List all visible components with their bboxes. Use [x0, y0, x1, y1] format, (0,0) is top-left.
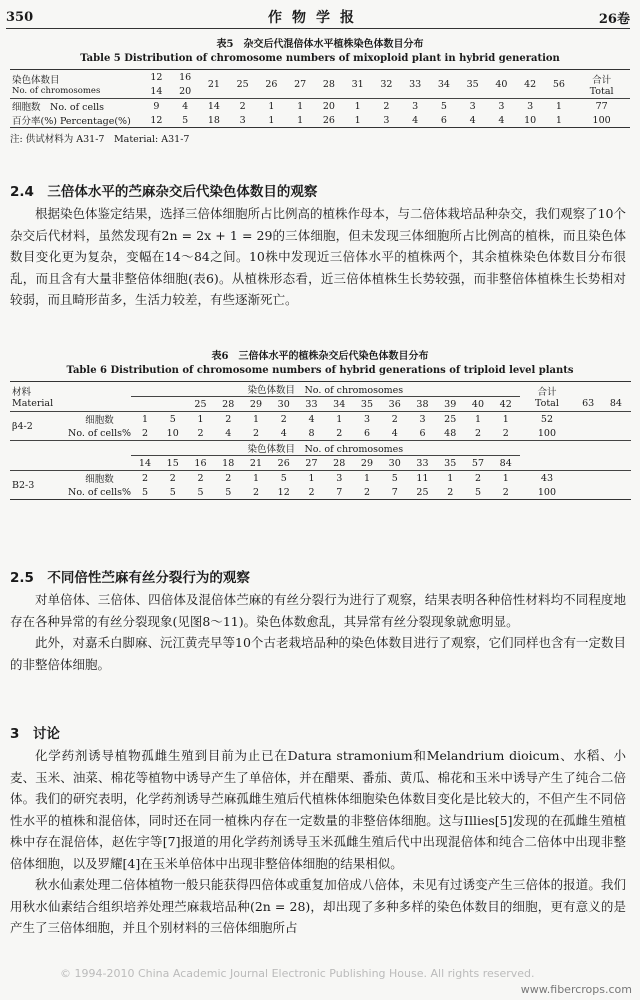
column-header: 34: [333, 398, 346, 410]
table-cell: 2: [141, 427, 148, 439]
table-cell: 6: [363, 427, 370, 439]
table-cell: 2: [252, 427, 259, 439]
column-header: 36: [388, 398, 401, 410]
copyright-watermark: © 1994-2010 China Academic Journal Electronic Publishing House. All rights reserved.: [60, 967, 535, 980]
table-cell: 2: [197, 427, 204, 439]
column-header: 63: [582, 398, 595, 410]
section-2-5-title: 2.5 不同倍性苎麻有丝分裂行为的观察: [10, 570, 250, 586]
column-header: 84: [609, 398, 622, 410]
table-cell: 1: [492, 412, 520, 427]
column-header: 25: [194, 398, 207, 410]
column-header: 35: [444, 457, 457, 469]
row-total: 52: [520, 412, 575, 427]
table-cell: 1: [242, 471, 270, 486]
table-5-note: 注: 供试材料为 A31-7 Material: A31-7: [10, 134, 190, 145]
column-header: 33: [416, 457, 429, 469]
table-cell: 2: [270, 412, 298, 427]
column-header: 30: [388, 457, 401, 469]
table-cell: 1: [325, 412, 353, 427]
table-5: [10, 38, 630, 145]
table-cell: 2: [502, 427, 509, 439]
row-total: 43: [520, 471, 575, 486]
table-cell: 2: [187, 471, 215, 486]
table-cell: 6: [419, 427, 426, 439]
table-cell: 10: [166, 427, 179, 439]
section-2-5-body: 对单倍体、三倍体、四倍体及混倍体苎麻的有丝分裂行为进行了观察，结果表明各种倍性材料均不同程度地存在各种异常的有丝分裂现象(见图8～11)。染色体数愈乱，其异常有丝分裂现象就愈明显。 此外，对嘉禾白脚麻、沅江黄壳早等10个古老栽培品种的染色体数目进行了观察，它们同样也含有一定数目的非整倍体细胞。: [10, 592, 626, 672]
table-header-row: [10, 456, 630, 471]
table-cell: 5: [225, 486, 232, 498]
table-cell: 2: [214, 471, 242, 486]
table-cell: 5: [474, 486, 481, 498]
table-cell: 7: [391, 486, 398, 498]
table-cell: 1: [187, 412, 215, 427]
table-cell: 2: [159, 471, 187, 486]
table-row: 细胞数 No. of cells 9 4 14 2 1 1 20 1 2 3 5 3 3 3 1 77: [10, 99, 630, 114]
page-header: [6, 6, 630, 29]
section-2-4-body: 根据染色体鉴定结果，选择三倍体细胞所占比例高的植株作母本，与二倍体栽培品种杂交，我们观察了10个杂交后代材料，虽然发现有2n = 2x + 1 = 29的三体细胞，但未发现三体细胞所占比例高的植株，而且染色体数目变化更为复杂，变幅在14～84之间。10株中发现近三倍体水平的植株两个，其余植株染色体数目分布很乱，而且含有大量非整倍体细胞(表6)。从植株形态看，近三倍体植株生长势较强，而非整倍体植株生长势相对较弱，而且畸形苗多，生活力较差，有些逐渐死亡。: [10, 206, 626, 307]
table-cell: 2: [252, 486, 259, 498]
table-6-caption-cn: 表6 三倍体水平的植株杂交后代染色体数目分布: [211, 351, 429, 362]
table-cell: 4: [298, 412, 326, 427]
table-cell: 5: [270, 471, 298, 486]
table-cell: 2: [308, 486, 315, 498]
table-cell: 5: [169, 486, 176, 498]
section-3-body: 化学药剂诱导植物孤雌生殖到目前为止已在Datura stramonium和Melandrium dioicum、水稻、小麦、玉米、油菜、棉花等植物中诱导产生了单倍体，并在醋栗、番茄、黄瓜、棉花和玉米中诱导产生了纯合二倍体。我们的研究表明，化学药剂诱导苎麻孤雌生殖后代植株体细胞染色体数目变化是比较大的，不但产生不同倍性水平的植株和混倍体，同时还在同一植株内存在一定数量的非整倍体细胞。这与Illies[5]发现的在孤雌生殖植株中存在混倍体，赵佐宇等[7]报道的用化学药剂诱导玉米孤雌生殖后代中出现混倍体和纯合二倍体中出现非整倍体细胞，以及罗耀[4]在玉米单倍体中出现非整倍体细胞的结果相似。 秋水仙素处理二倍体植物一般只能获得四倍体或重复加倍成八倍体，未见有过诱变产生三倍体的报道。我们用秋水仙素结合组织培养处理苎麻栽培品种(2n = 28)，却出现了多种多样的染色体数目的细胞，更有意义的是产生了三倍体细胞，并且个别材料的三倍体细胞所占: [10, 748, 626, 935]
table-cell: 1: [492, 471, 520, 486]
section-2-4-title: 2.4 三倍体水平的苎麻杂交后代染色体数目的观察: [10, 184, 318, 200]
column-header: 40: [471, 398, 485, 410]
row-total: 100: [537, 427, 557, 439]
table-cell: 2: [502, 486, 509, 498]
table-cell: 2: [214, 412, 242, 427]
row-label: No. of cells%: [68, 427, 132, 439]
table-6: [10, 350, 630, 500]
page-number: 350: [6, 9, 34, 25]
table-6-caption-en: Table 6 Distribution of chromosome numbers of hybrid generations of triploid level plants: [66, 365, 574, 376]
column-header: 42: [499, 398, 512, 410]
table-cell: 3: [325, 471, 353, 486]
table-row: [10, 426, 630, 441]
table-cell: 3: [409, 412, 437, 427]
table-cell: 5: [381, 471, 409, 486]
table-cell: 1: [436, 471, 464, 486]
table-cell: 1: [353, 471, 381, 486]
table-cell: 2: [336, 427, 343, 439]
table-cell: 1: [298, 471, 326, 486]
column-header: 33: [305, 398, 318, 410]
row-label: 细胞数: [68, 412, 131, 427]
column-header: 30: [277, 398, 290, 410]
table-cell: 11: [409, 471, 437, 486]
column-header: 28: [222, 398, 235, 410]
table-row: B2-3 细胞数 2 2 2 2 1 5 1 3 1 5 11 1 2 1 43: [10, 471, 630, 486]
site-watermark: www.fibercrops.com: [520, 983, 632, 996]
table-cell: 4: [225, 427, 232, 439]
row-total: 100: [537, 486, 557, 498]
section-3-title: 3 讨论: [10, 726, 60, 742]
column-header: 27: [305, 457, 318, 469]
column-header: 14: [138, 457, 152, 469]
column-header: 57: [471, 457, 485, 469]
table-5-grid: 染色体数目 No. of chromosomes 12 16 21 25 26 27 28 31 32 33 34 35 40 42 56 合计 Total 14 20 细胞数 No. of cells 9 4 14 2 1 1 20 1 2 3 5 3 3 3 1 77 百分率(%) Percentage(%) 12 5 18 3 1 1 26 1 3 4 6 4 4 10 1 100: [10, 69, 630, 128]
table-cell: 7: [336, 486, 343, 498]
column-header: 29: [360, 457, 374, 469]
table-cell: 2: [464, 471, 492, 486]
column-header: 84: [499, 457, 512, 469]
row-label: No. of cells%: [68, 486, 132, 498]
table-row: 百分率(%) Percentage(%) 12 5 18 3 1 1 26 1 3 4 6 4 4 10 1 100: [12, 114, 611, 127]
table-cell: 3: [353, 412, 381, 427]
table-cell: 1: [464, 412, 492, 427]
table-cell: 25: [416, 486, 429, 498]
column-header: 18: [222, 457, 235, 469]
table-row: β4-2 细胞数 1 5 1 2 1 2 4 1 3 2 3 25 1 1 52: [10, 412, 630, 427]
table-cell: 12: [277, 486, 290, 498]
table-cell: 2: [131, 471, 159, 486]
table-cell: 1: [131, 412, 159, 427]
table-row: [10, 485, 630, 500]
column-header: 26: [277, 457, 290, 469]
table-cell: 8: [308, 427, 315, 439]
column-header: 15: [166, 457, 179, 469]
table-cell: 2: [363, 486, 370, 498]
table-cell: 5: [197, 486, 204, 498]
table-cell: 2: [447, 486, 454, 498]
table-5-caption-en: Table 5 Distribution of chromosome numbers of mixoploid plant in hybrid generation: [80, 53, 560, 64]
table-cell: 5: [159, 412, 187, 427]
table-header-cell: 染色体数目 No. of chromosomes: [12, 75, 101, 96]
row-label: 细胞数: [68, 471, 131, 486]
column-header: 38: [416, 398, 429, 410]
column-header: 39: [444, 398, 457, 410]
column-header: 29: [249, 398, 263, 410]
column-header: 16: [194, 457, 207, 469]
table-cell: 4: [280, 427, 287, 439]
table-cell: 5: [141, 486, 148, 498]
table-6-grid: 材料 Material 染色体数目 No. of chromosomes 合计 Total 25 28 29 30 33 34 35 36 38 39 40 42 63 84 β4-2 细胞数 1 5 1 2 1 2 4 1 3 2 3 25 1 1 52 No. of cells% 2 10 2 4 2 4 8 2 6 4 6 48 2 2 100 染色体数目 No. of chromosomes 14 15 16 18 21 26 27 28 29 30 33 35 57 84 B2-3 细胞数 2 2 2 2 1 5 1 3 1 5 11 1 2 1 43 No. of cells% 5 5 5 5 2 12 2 7 2 7 25 2 5 2 100: [10, 381, 630, 500]
table-cell: 25: [436, 412, 464, 427]
table-cell: 48: [444, 427, 457, 439]
column-header: 35: [360, 398, 374, 410]
table-cell: 4: [391, 427, 398, 439]
table-cell: 2: [381, 412, 409, 427]
volume-number: 26卷: [598, 11, 630, 27]
table-cell: 1: [242, 412, 270, 427]
table-cell: 2: [474, 427, 481, 439]
table-5-caption-cn: 表5 杂交后代混倍体水平植株染色体数目分布: [216, 39, 424, 50]
journal-title: 作物学报: [268, 10, 365, 26]
column-header: 21: [249, 457, 263, 469]
column-header: 28: [333, 457, 346, 469]
